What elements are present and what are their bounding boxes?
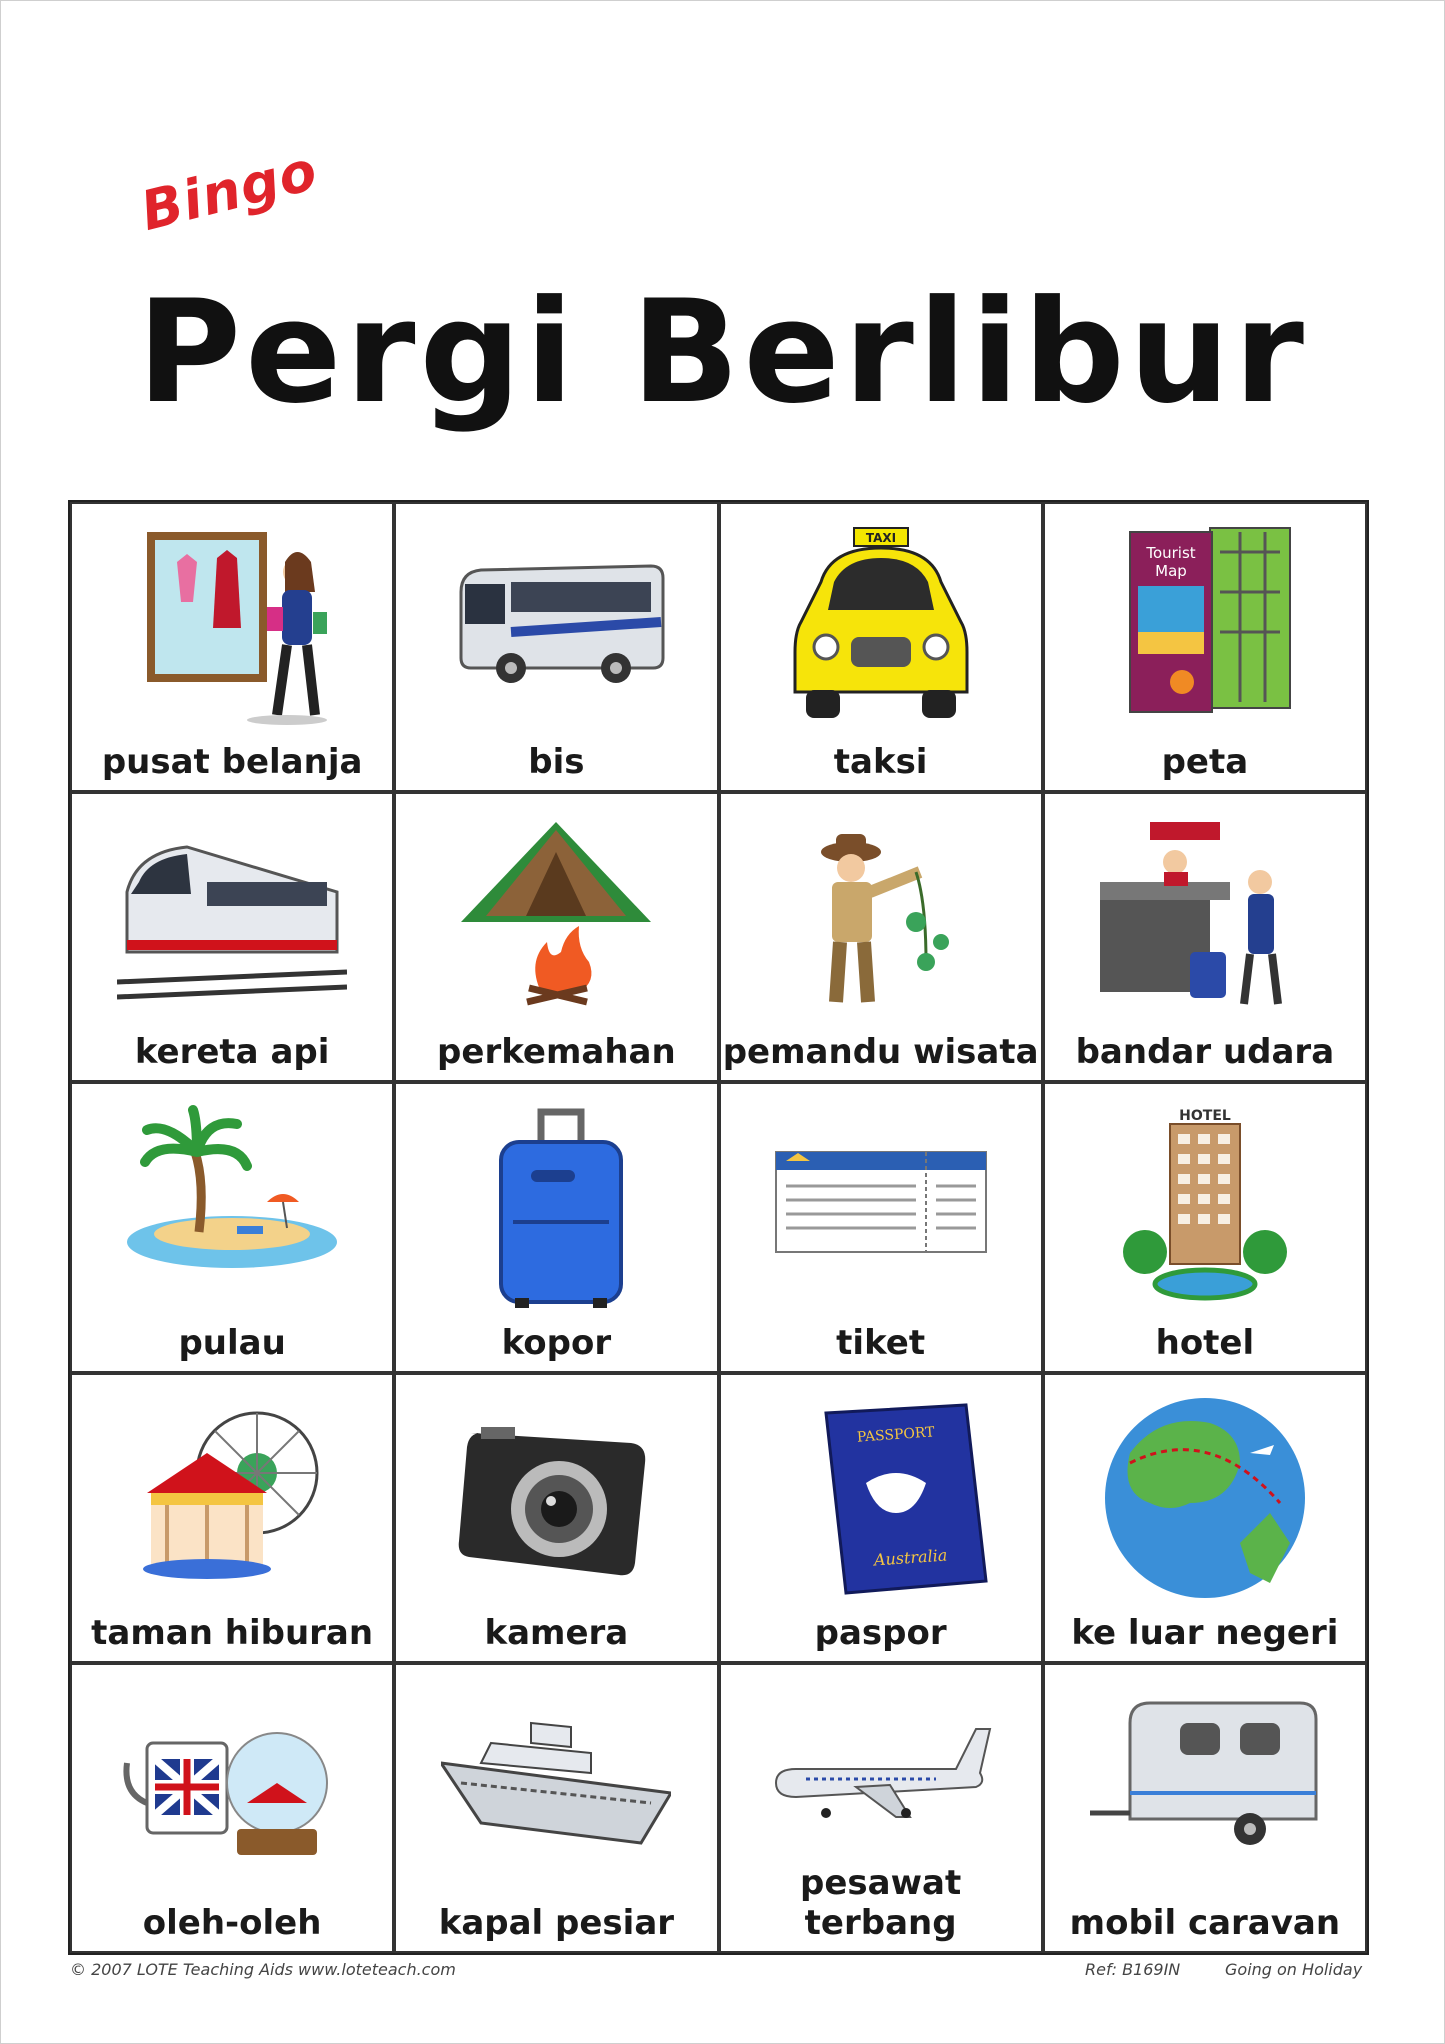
bingo-cell[interactable] [394, 1082, 718, 1372]
cell-label: ke luar negeri [1071, 1612, 1339, 1653]
ticket-icon [766, 1102, 996, 1312]
bingo-label: Bingo [134, 138, 324, 243]
island-icon [117, 1102, 347, 1312]
camera-icon [441, 1393, 671, 1603]
bingo-cell[interactable] [394, 792, 718, 1082]
hotel-icon [1090, 1102, 1320, 1312]
cell-label: taksi [833, 742, 928, 783]
svg-text:Australia: Australia [872, 1545, 948, 1570]
bingo-cell[interactable] [719, 1082, 1043, 1372]
bingo-cell[interactable] [719, 1663, 1043, 1953]
bingo-cell[interactable] [719, 792, 1043, 1082]
bingo-cell[interactable] [70, 1373, 394, 1663]
bingo-cell[interactable] [70, 792, 394, 1082]
train-icon [117, 812, 347, 1022]
cell-label: paspor [814, 1612, 947, 1653]
airplane-icon [766, 1683, 996, 1893]
footer-copyright: © 2007 LOTE Teaching Aids www.loteteach.com [70, 1960, 456, 1979]
bingo-cell[interactable] [394, 1663, 718, 1953]
cell-label: kereta api [134, 1032, 330, 1073]
cell-label: kapal pesiar [438, 1903, 675, 1943]
suitcase-icon [441, 1102, 671, 1312]
cell-label: oleh-oleh [142, 1903, 322, 1943]
cell-label: pemandu wisata [722, 1032, 1039, 1073]
cell-label: peta [1161, 742, 1249, 783]
cell-label: kopor [501, 1322, 612, 1363]
caravan-icon [1090, 1683, 1320, 1893]
airport-checkin-icon [1090, 812, 1320, 1022]
footer-ref: Ref: B169IN [1085, 1960, 1181, 1979]
souvenir-mug-snowglobe-icon [117, 1683, 347, 1893]
cell-label: mobil caravan [1069, 1903, 1341, 1943]
tour-guide-icon [766, 812, 996, 1022]
svg-text:HOTEL: HOTEL [1179, 1108, 1231, 1125]
svg-text:TAXI: TAXI [865, 531, 896, 545]
bingo-cell[interactable] [394, 1373, 718, 1663]
cell-label: pusat belanja [101, 742, 363, 783]
bingo-cell[interactable] [1043, 1373, 1367, 1663]
bingo-cell[interactable] [70, 502, 394, 792]
cell-label: perkemahan [437, 1032, 676, 1073]
footer-subtitle: Going on Holiday [1225, 1960, 1363, 1979]
taxi-icon [766, 522, 996, 732]
cell-label: hotel [1155, 1322, 1255, 1363]
passport-icon [766, 1393, 996, 1603]
cell-label: kamera [484, 1612, 629, 1653]
tent-campfire-icon [441, 812, 671, 1022]
cell-label: pesawat terbang [800, 1863, 962, 1943]
bingo-cell[interactable] [394, 502, 718, 792]
bingo-cell[interactable] [1043, 1663, 1367, 1953]
bingo-cell[interactable] [719, 1373, 1043, 1663]
cruise-ship-icon [441, 1683, 671, 1893]
bingo-cell[interactable] [70, 1082, 394, 1372]
globe-flight-icon [1090, 1393, 1320, 1603]
shopping-woman-icon [117, 522, 347, 732]
bingo-cell[interactable] [70, 1663, 394, 1953]
bus-icon [441, 522, 671, 732]
bingo-grid [68, 500, 1369, 1955]
cell-label: bandar udara [1075, 1032, 1335, 1073]
bingo-cell[interactable] [1043, 792, 1367, 1082]
cell-label: pulau [178, 1322, 286, 1363]
tourist-map-icon [1090, 522, 1320, 732]
carousel-ferris-wheel-icon [117, 1393, 347, 1603]
cell-label: bis [528, 742, 585, 783]
svg-text:Map: Map [1155, 562, 1187, 580]
bingo-cell[interactable] [719, 502, 1043, 792]
cell-label: tiket [836, 1322, 926, 1363]
page-title: Pergi Berlibur [137, 270, 1308, 435]
bingo-cell[interactable] [1043, 1082, 1367, 1372]
bingo-cell[interactable] [1043, 502, 1367, 792]
svg-text:Tourist: Tourist [1146, 544, 1196, 562]
svg-text:PASSPORT: PASSPORT [856, 1423, 935, 1446]
cell-label: taman hiburan [91, 1612, 374, 1653]
